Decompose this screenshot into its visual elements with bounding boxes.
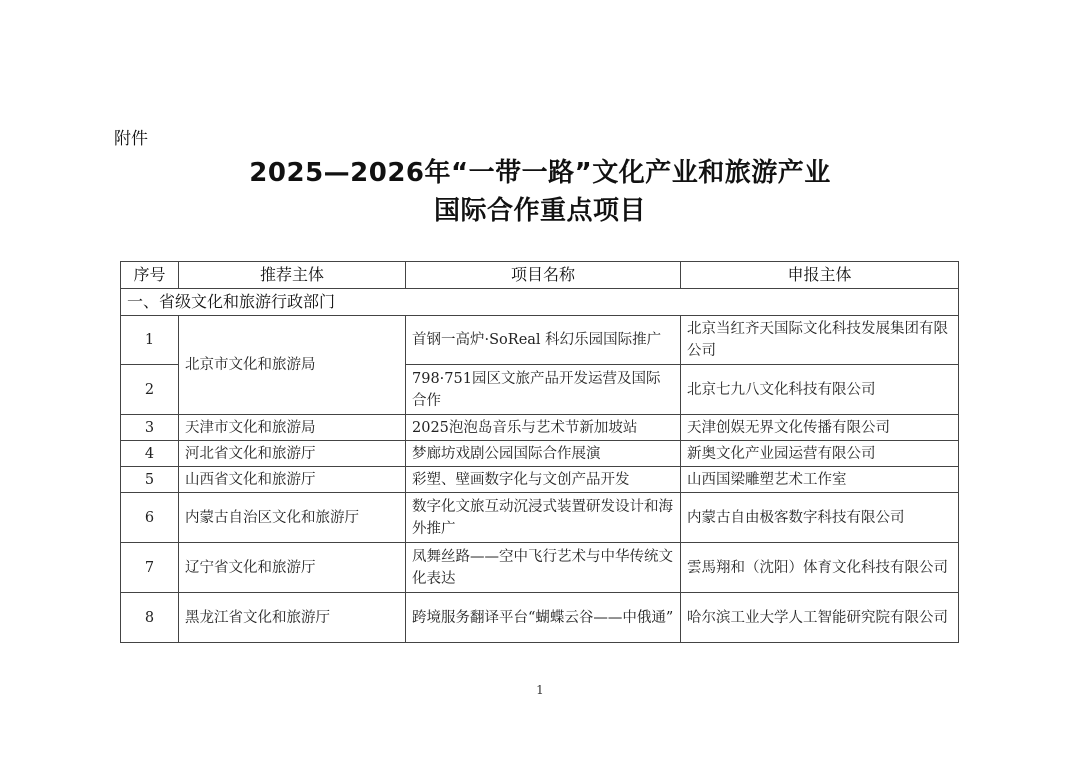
cell-no: 8: [121, 593, 179, 643]
cell-no: 5: [121, 467, 179, 493]
cell-recommender: 内蒙古自治区文化和旅游厅: [179, 493, 406, 543]
cell-no: 1: [121, 316, 179, 365]
header-applicant: 申报主体: [681, 262, 959, 289]
cell-project: 跨境服务翻译平台“蝴蝶云谷——中俄通”: [406, 593, 681, 643]
cell-applicant: 雲馬翔和（沈阳）体育文化科技有限公司: [681, 543, 959, 593]
table-row: [121, 441, 959, 467]
cell-project: 彩塑、壁画数字化与文创产品开发: [406, 467, 681, 493]
header-recommender: 推荐主体: [179, 262, 406, 289]
attachment-label: 附件: [114, 129, 148, 149]
page-number: 1: [536, 683, 544, 697]
header-no: 序号: [121, 262, 179, 289]
cell-recommender: 黑龙江省文化和旅游厅: [179, 593, 406, 643]
section-row: [121, 289, 959, 316]
cell-recommender: 北京市文化和旅游局: [179, 316, 406, 415]
table-row: [121, 316, 959, 365]
cell-recommender: 天津市文化和旅游局: [179, 415, 406, 441]
cell-recommender: 辽宁省文化和旅游厅: [179, 543, 406, 593]
cell-no: 4: [121, 441, 179, 467]
cell-applicant: 山西国梁雕塑艺术工作室: [681, 467, 959, 493]
header-project: 项目名称: [406, 262, 681, 289]
table-row: [121, 415, 959, 441]
cell-recommender: 河北省文化和旅游厅: [179, 441, 406, 467]
cell-applicant: 新奥文化产业园运营有限公司: [681, 441, 959, 467]
cell-no: 6: [121, 493, 179, 543]
table-row: [121, 543, 959, 593]
projects-table: [120, 261, 959, 643]
table-header-row: [121, 262, 959, 289]
cell-project: 梦廊坊戏剧公园国际合作展演: [406, 441, 681, 467]
table-row: [121, 467, 959, 493]
cell-project: 数字化文旅互动沉浸式装置研发设计和海外推广: [406, 493, 681, 543]
document-title-line2: 国际合作重点项目: [433, 196, 646, 226]
cell-project: 首钢一高炉·SoReal 科幻乐园国际推广: [406, 316, 681, 365]
cell-project: 2025泡泡岛音乐与艺术节新加坡站: [406, 415, 681, 441]
cell-applicant: 哈尔滨工业大学人工智能研究院有限公司: [681, 593, 959, 643]
cell-applicant: 北京当红齐天国际文化科技发展集团有限公司: [681, 316, 959, 365]
cell-no: 2: [121, 365, 179, 415]
table-row: [121, 493, 959, 543]
cell-project: 798·751园区文旅产品开发运营及国际合作: [406, 365, 681, 415]
cell-recommender: 山西省文化和旅游厅: [179, 467, 406, 493]
section-title: 一、省级文化和旅游行政部门: [121, 289, 959, 316]
cell-project: 凤舞丝路——空中飞行艺术与中华传统文化表达: [406, 543, 681, 593]
document-title-line1: 2025—2026年“一带一路”文化产业和旅游产业: [249, 158, 831, 188]
table-row: [121, 593, 959, 643]
cell-applicant: 内蒙古自由极客数字科技有限公司: [681, 493, 959, 543]
cell-no: 3: [121, 415, 179, 441]
cell-applicant: 天津创娱无界文化传播有限公司: [681, 415, 959, 441]
cell-applicant: 北京七九八文化科技有限公司: [681, 365, 959, 415]
cell-no: 7: [121, 543, 179, 593]
